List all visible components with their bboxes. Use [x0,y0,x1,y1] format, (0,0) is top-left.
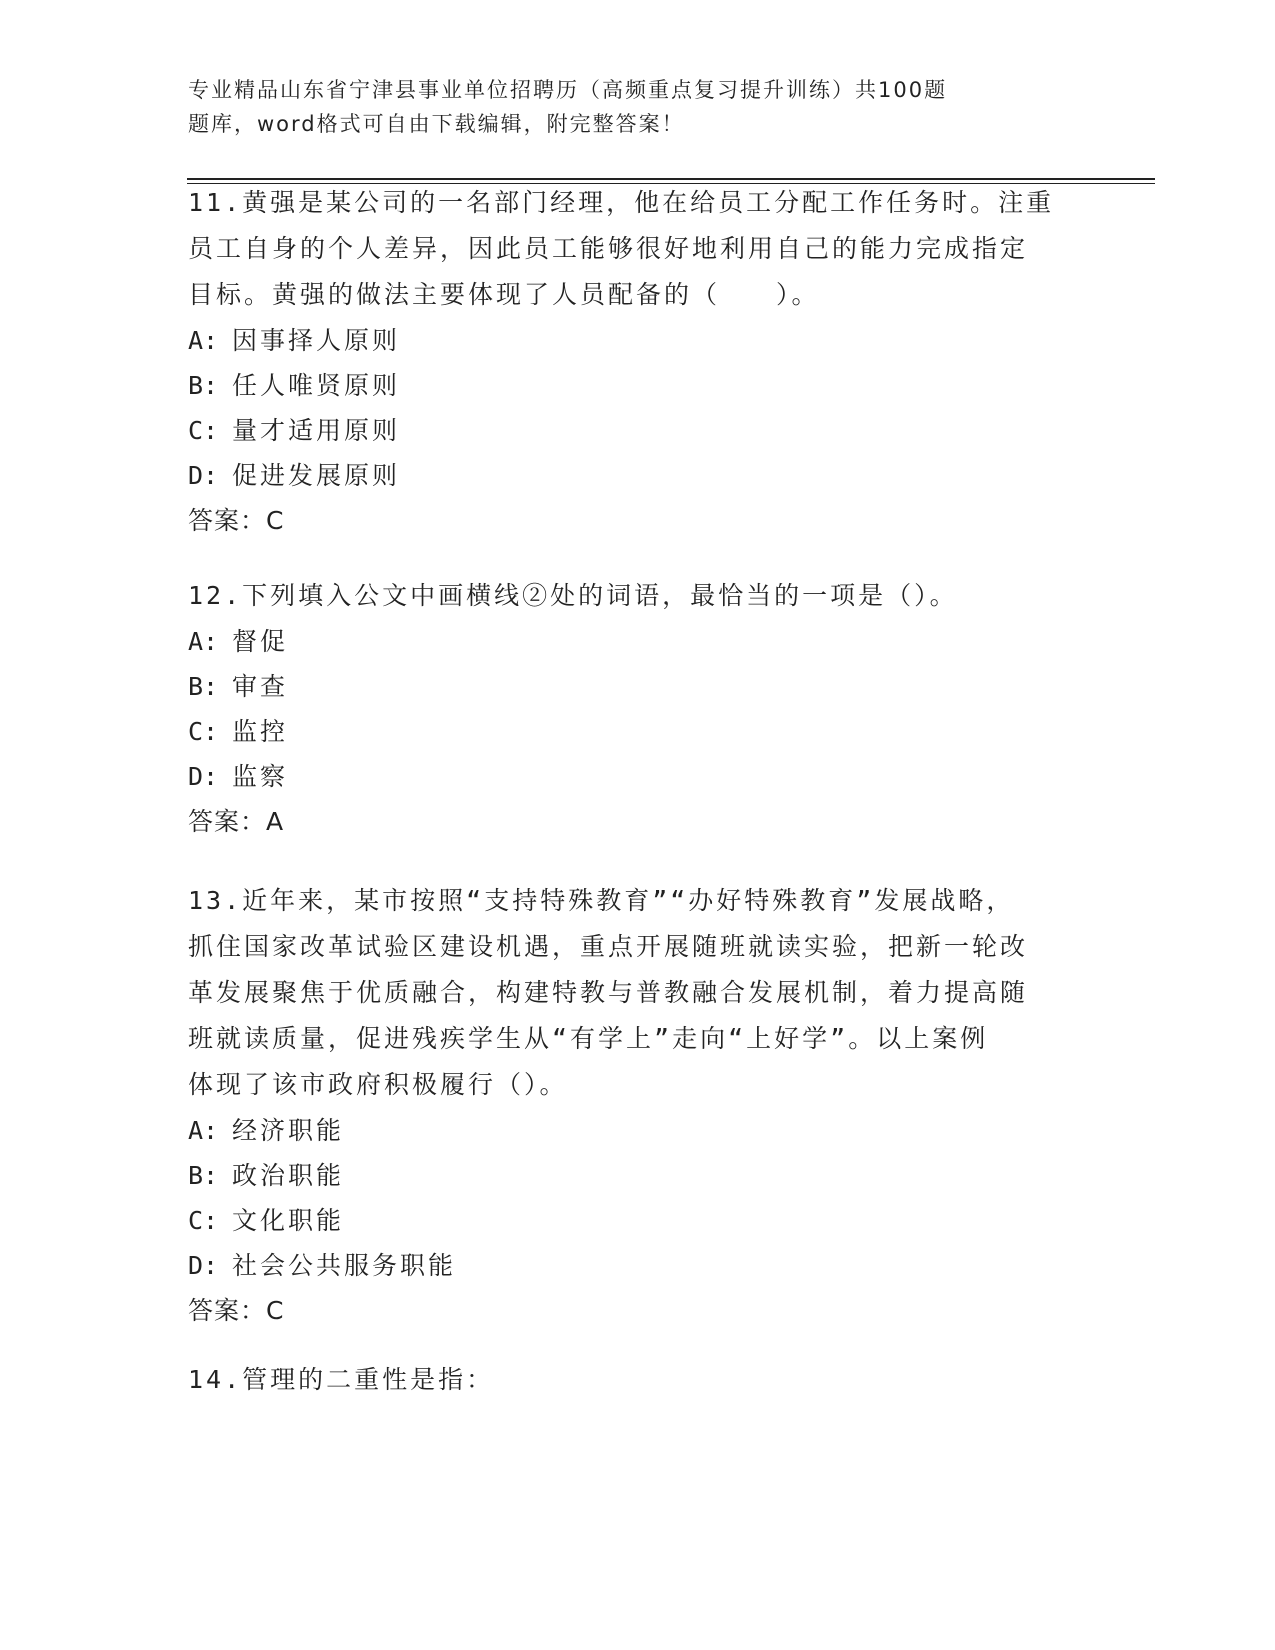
document-header [188,73,1008,141]
question-stem-line: 11.黄强是某公司的一名部门经理，他在给员工分配工作任务时。注重 [188,188,1055,217]
option-c [188,1198,1088,1243]
answer-label: 答案： [188,506,267,535]
option-a [188,318,1088,363]
answer-value: A [266,807,285,836]
answer-line [188,498,1088,544]
option-text: 量才适用原则 [232,416,401,445]
answer-label: 答案： [188,807,267,836]
option-letter: C: [188,1206,219,1235]
option-text: 文化职能 [232,1206,345,1235]
answer-label: 答案： [188,1296,267,1325]
option-a [188,1108,1088,1153]
option-b [188,1153,1088,1198]
option-letter: D: [188,762,219,791]
question-13 [188,878,1088,1334]
option-d [188,453,1088,498]
option-letter: D: [188,461,219,490]
question-stem-line: 13.近年来，某市按照“支持特殊教育”“办好特殊教育”发展战略， [188,886,1015,915]
option-c [188,408,1088,453]
option-d [188,1243,1088,1288]
question-stem-line: 革发展聚焦于优质融合，构建特教与普教融合发展机制，着力提高随 [188,978,1029,1007]
option-d [188,754,1088,799]
option-letter: A: [188,1116,219,1145]
option-b [188,363,1088,408]
header-line-2: 题库，word格式可自由下载编辑，附完整答案！ [188,112,685,136]
option-text: 监控 [232,717,289,746]
question-stem-line: 目标。黄强的做法主要体现了人员配备的（ ）。 [188,280,820,309]
option-a [188,619,1088,664]
question-11 [188,180,1088,544]
answer-line [188,1288,1088,1334]
option-letter: C: [188,416,219,445]
question-14 [188,1357,1088,1403]
answer-line [188,799,1088,845]
option-text: 社会公共服务职能 [232,1251,457,1280]
option-text: 政治职能 [232,1161,345,1190]
question-stem-line: 12.下列填入公文中画横线②处的词语，最恰当的一项是（）。 [188,581,958,610]
option-text: 经济职能 [232,1116,345,1145]
question-12 [188,573,1088,845]
option-letter: B: [188,672,219,701]
option-letter: A: [188,326,219,355]
option-letter: C: [188,717,219,746]
answer-value: C [266,1296,285,1325]
option-letter: B: [188,371,219,400]
option-text: 督促 [232,627,289,656]
question-stem-line: 员工自身的个人差异，因此员工能够很好地利用自己的能力完成指定 [188,234,1029,263]
question-stem-line: 班就读质量，促进残疾学生从“有学上”走向“上好学”。以上案例 [188,1024,989,1053]
option-letter: D: [188,1251,219,1280]
option-text: 审查 [232,672,289,701]
option-letter: B: [188,1161,219,1190]
option-text: 监察 [232,762,289,791]
answer-value: C [266,506,285,535]
header-line-1: 专业精品山东省宁津县事业单位招聘历（高频重点复习提升训练）共100题 [188,78,948,102]
option-text: 促进发展原则 [232,461,401,490]
option-text: 任人唯贤原则 [232,371,401,400]
option-letter: A: [188,627,219,656]
question-stem-line: 14.管理的二重性是指： [188,1365,495,1394]
option-text: 因事择人原则 [232,326,401,355]
option-b [188,664,1088,709]
question-stem-line: 体现了该市政府积极履行（）。 [188,1070,568,1099]
option-c [188,709,1088,754]
question-stem-line: 抓住国家改革试验区建设机遇，重点开展随班就读实验，把新一轮改 [188,932,1029,961]
